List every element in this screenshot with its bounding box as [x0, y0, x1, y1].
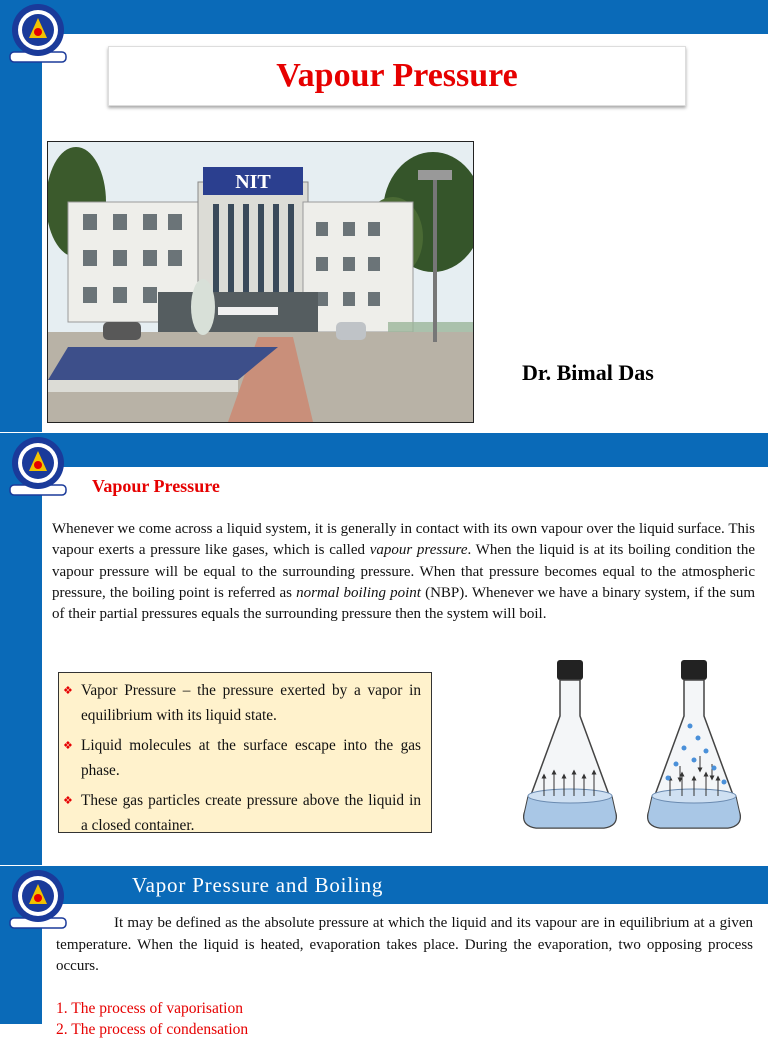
bullet-box — [58, 672, 432, 833]
boiling-paragraph — [56, 913, 753, 978]
bullet-text: Liquid molecules at the surface escape into the gas phase. — [81, 737, 421, 779]
diamond-bullet-icon: ❖ — [63, 795, 73, 807]
slide3-top-band — [0, 866, 768, 904]
bullet-item — [63, 679, 421, 728]
slide2-top-band — [0, 433, 768, 467]
slide1-top-band — [0, 0, 768, 34]
flask-left — [524, 660, 617, 828]
diamond-bullet-icon: ❖ — [63, 740, 73, 752]
paragraph-text: Whenever we come across a liquid system, it is generally in contact with its own vapour over the liquid surface. This vapour exerts a pressure like gases, which is called — [52, 521, 755, 559]
paragraph-text: (NBP). Whenever we have a binary system, if the sum of their partial pressures equals the surrounding pressure then the system will boil. — [52, 584, 755, 623]
paragraph-text: . When the liquid is at its boiling condition the vapour pressure will be equal to the surrounding pressure. When that pressure becomes equal to the atmospheric pressure, the boiling point is referred as — [52, 542, 755, 601]
institute-emblem-icon — [6, 435, 70, 499]
slide-title: Vapour Pressure — [276, 57, 518, 94]
slide-title-box — [108, 46, 686, 106]
term-normal-boiling-point: normal boiling point — [296, 584, 421, 601]
slide3-title: Vapor Pressure and Boiling — [132, 873, 384, 897]
term-vapour-pressure: vapour pressure — [369, 542, 468, 559]
list-item: 2. The process of condensation — [56, 1021, 249, 1038]
process-list — [56, 998, 248, 1040]
section-heading: Vapour Pressure — [92, 476, 220, 496]
diamond-bullet-icon: ❖ — [63, 685, 73, 697]
institute-emblem-icon — [6, 2, 70, 66]
author-name: Dr. Bimal Das — [522, 360, 654, 385]
flasks-illustration — [516, 656, 744, 834]
list-item: 1. The process of vaporisation — [56, 1000, 243, 1017]
institute-photo — [47, 141, 474, 423]
vapour-pressure-paragraph — [52, 519, 755, 625]
photo-sign-text: NIT — [235, 171, 271, 193]
flask-right — [648, 660, 741, 828]
bullet-text: These gas particles create pressure above the liquid in a closed container. — [81, 792, 421, 834]
bullet-item — [63, 734, 421, 783]
bullet-text: Vapor Pressure – the pressure exerted by a vapor in equilibrium with its liquid state. — [81, 682, 421, 724]
paragraph-text: It may be defined as the absolute pressure at which the liquid and its vapour are in equilibrium at a given temperature. When the liquid is heated, evaporation takes place. During the evaporation, two opposing process occurs. — [56, 915, 753, 974]
bullet-item — [63, 789, 421, 838]
